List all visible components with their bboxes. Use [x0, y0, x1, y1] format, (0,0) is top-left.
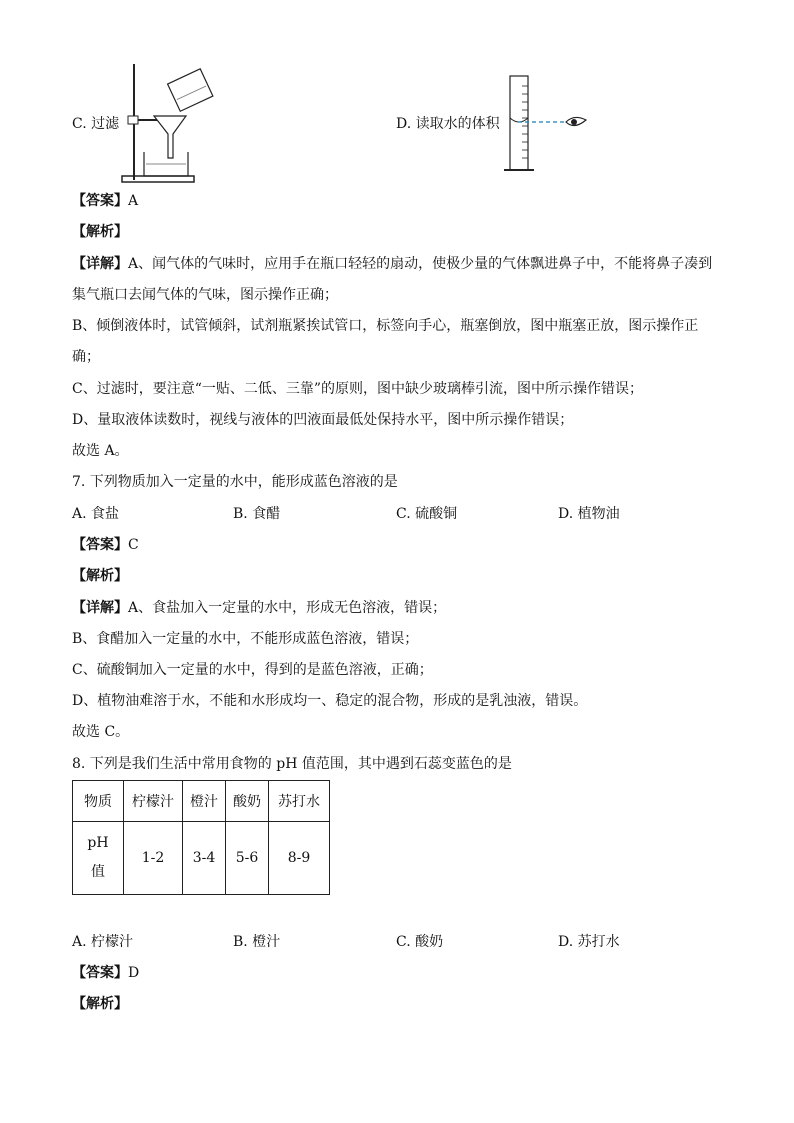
answer-label: 【答案】 — [72, 193, 128, 209]
q6-conclusion: 故选 A。 — [72, 443, 129, 459]
answer-label: 【答案】 — [72, 537, 128, 553]
answer-value: D — [128, 965, 140, 981]
q7-question: 7. 下列物质加入一定量的水中，能形成蓝色溶液的是 — [72, 474, 398, 490]
table-header-cell: 物质 — [73, 781, 124, 822]
q7-detail-line: B、食醋加入一定量的水中，不能形成蓝色溶液，错误； — [72, 631, 419, 647]
q7-answer — [72, 535, 139, 555]
answer-label: 【答案】 — [72, 965, 128, 981]
table-header-cell: 柠檬汁 — [124, 781, 183, 822]
detail-label: 【详解】 — [72, 256, 128, 272]
q6-analysis-label: 【解析】 — [72, 224, 128, 240]
q7-detail-line — [72, 598, 446, 618]
q8-question: 8. 下列是我们生活中常用食物的 pH 值范围，其中遇到石蕊变蓝色的是 — [72, 756, 512, 772]
q6-answer — [72, 191, 138, 211]
graduated-cylinder-figure — [500, 72, 596, 176]
table-cell: 3-4 — [183, 822, 226, 895]
q6-detail-line: 确； — [72, 349, 100, 365]
q8-option-b: B. 橙汁 — [233, 934, 281, 950]
ph-table — [72, 780, 330, 895]
option-c-label: C. 过滤 — [72, 116, 120, 132]
q7-analysis-label: 【解析】 — [72, 568, 128, 584]
detail-label: 【详解】 — [72, 600, 128, 616]
q7-option-c: C. 硫酸铜 — [396, 506, 458, 522]
table-header-row — [73, 781, 330, 822]
q6-detail-line: B、倾倒液体时，试管倾斜，试剂瓶紧挨试管口，标签向手心，瓶塞倒放，图中瓶塞正放，图示操作正 — [72, 318, 699, 334]
table-cell: 8-9 — [269, 822, 330, 895]
table-row-label — [73, 822, 124, 895]
row-label-line: 值 — [91, 864, 105, 880]
detail-text: A、食盐加入一定量的水中，形成无色溶液，错误； — [128, 600, 447, 616]
table-cell: 5-6 — [226, 822, 269, 895]
table-header-cell: 橙汁 — [183, 781, 226, 822]
q8-answer — [72, 963, 139, 983]
table-header-cell: 酸奶 — [226, 781, 269, 822]
q8-option-c: C. 酸奶 — [396, 934, 444, 950]
q6-detail-line: D、量取液体读数时，视线与液体的凹液面最低处保持水平，图中所示操作错误； — [72, 412, 574, 428]
table-header-cell: 苏打水 — [269, 781, 330, 822]
q6-detail-line: 集气瓶口去闻气体的气味，图示操作正确； — [72, 287, 338, 303]
table-row — [73, 822, 330, 895]
q7-option-a: A. 食盐 — [72, 506, 120, 522]
answer-value: C — [128, 537, 139, 553]
q8-option-a: A. 柠檬汁 — [72, 934, 134, 950]
option-d-label: D. 读取水的体积 — [396, 116, 500, 132]
q7-detail-line: D、植物油难溶于水，不能和水形成均一、稳定的混合物，形成的是乳浊液，错误。 — [72, 693, 588, 709]
detail-text: A、闻气体的气味时，应用手在瓶口轻轻的扇动，使极少量的气体飘进鼻子中，不能将鼻子凑到 — [128, 256, 713, 272]
q8-analysis-label: 【解析】 — [72, 996, 128, 1012]
q7-detail-line: C、硫酸铜加入一定量的水中，得到的是蓝色溶液，正确； — [72, 662, 433, 678]
row-label-line: pH — [87, 835, 109, 851]
q6-detail-line: C、过滤时，要注意“一贴、二低、三靠”的原则，图中缺少玻璃棒引流，图中所示操作错误； — [72, 381, 644, 397]
q7-option-b: B. 食醋 — [233, 506, 281, 522]
table-cell: 1-2 — [124, 822, 183, 895]
answer-value: A — [128, 193, 139, 209]
q7-option-d: D. 植物油 — [558, 506, 620, 522]
q7-conclusion: 故选 C。 — [72, 724, 130, 740]
q8-option-d: D. 苏打水 — [558, 934, 620, 950]
q6-detail-line — [72, 254, 712, 274]
filtration-apparatus-figure — [118, 60, 218, 184]
